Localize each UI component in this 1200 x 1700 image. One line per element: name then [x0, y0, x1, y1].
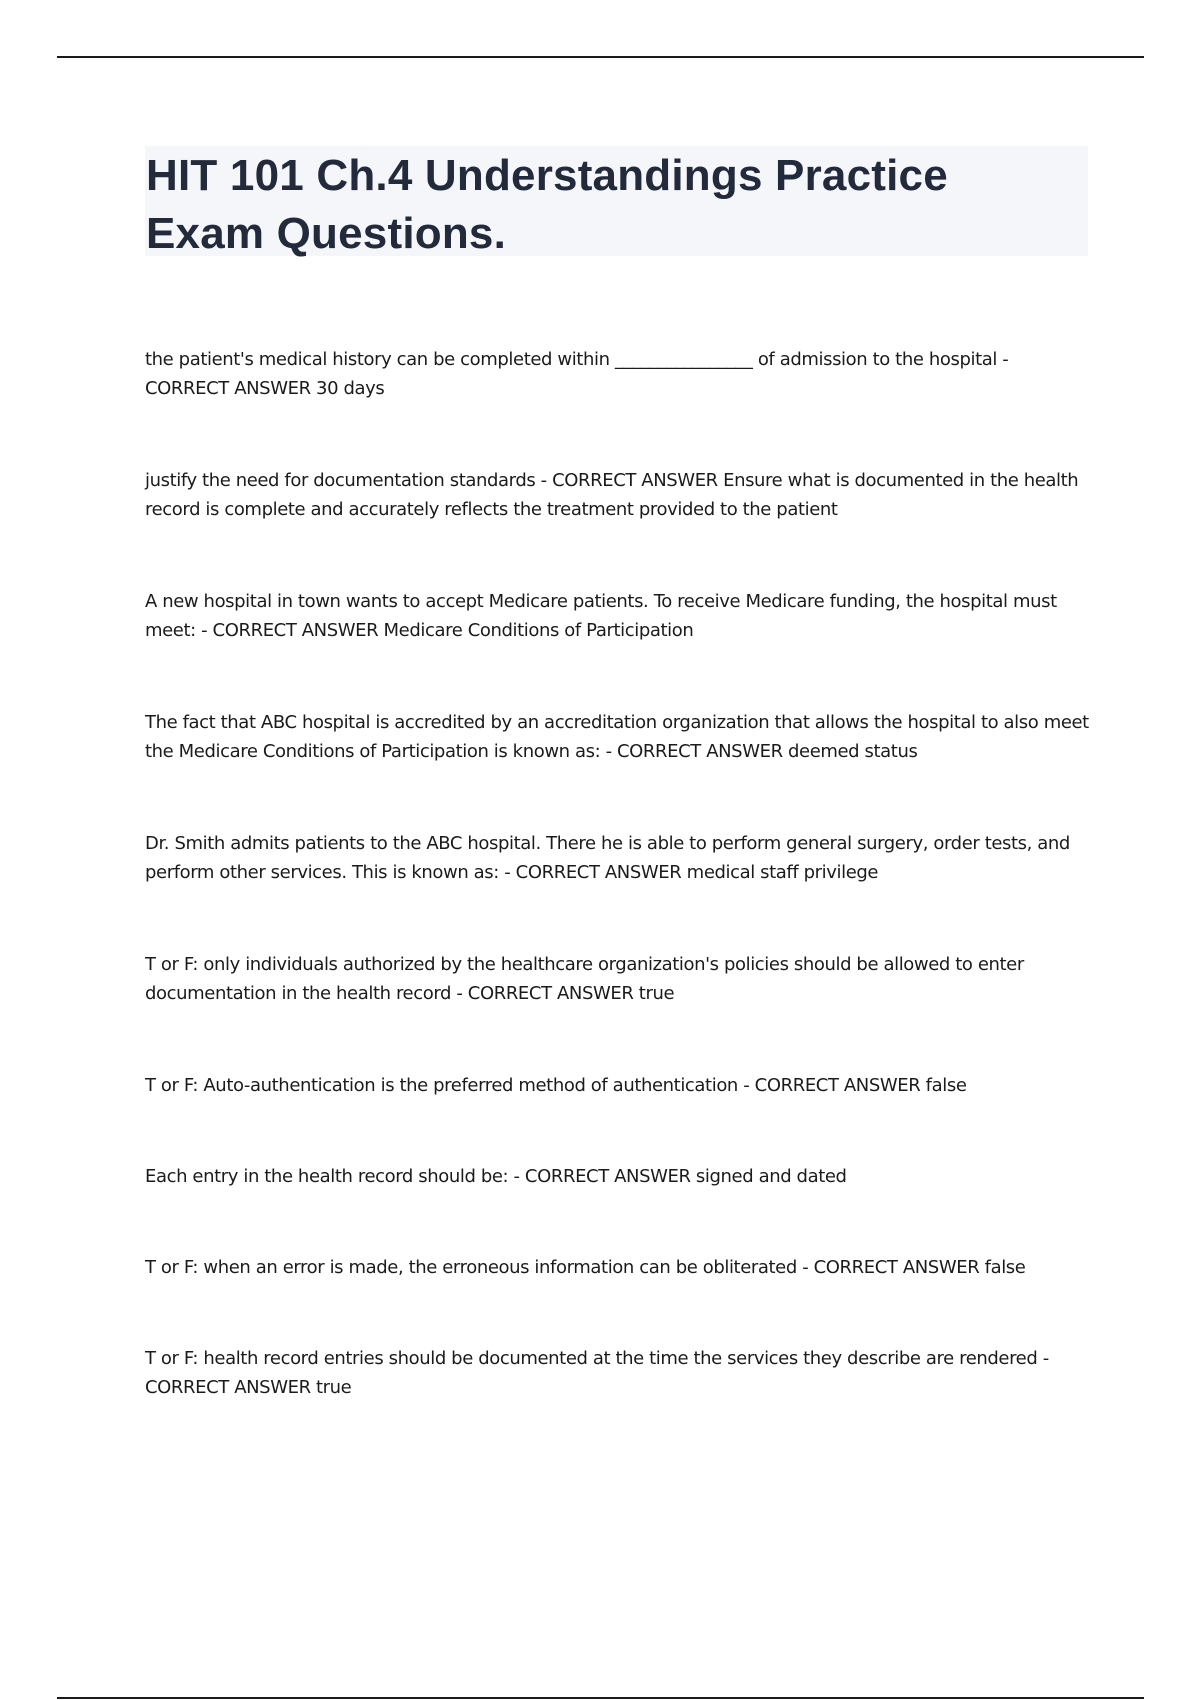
qa-item: T or F: only individuals authorized by the healthcare organization's policies should be allowed to enter documentation in the health record - CORRECT ANSWER true: [145, 954, 1024, 1004]
qa-item: The fact that ABC hospital is accredited by an accreditation organization that allows the hospital to also meet the Medicare Conditions of Participation is known as: - CORRECT ANSWER deemed status: [145, 712, 1089, 762]
bottom-rule: [57, 1697, 1144, 1699]
qa-list: [145, 345, 1095, 1465]
top-rule: [57, 56, 1144, 58]
page-title: HIT 101 Ch.4 Understandings Practice Exam Questions.: [146, 151, 948, 258]
qa-item: A new hospital in town wants to accept Medicare patients. To receive Medicare funding, the hospital must meet: - CORRECT ANSWER Medicare Conditions of Participation: [145, 591, 1057, 641]
qa-item: T or F: when an error is made, the erroneous information can be obliterated - CORRECT ANSWER false: [145, 1257, 1026, 1278]
qa-item: Dr. Smith admits patients to the ABC hospital. There he is able to perform general surgery, order tests, and perform other services. This is known as: - CORRECT ANSWER medical staff privilege: [145, 833, 1070, 883]
qa-item: T or F: Auto-authentication is the preferred method of authentication - CORRECT ANSWER false: [145, 1075, 967, 1096]
qa-item: T or F: health record entries should be documented at the time the services they describe are rendered - CORRECT ANSWER true: [145, 1348, 1049, 1398]
qa-item: the patient's medical history can be completed within ________________ of admission to the hospital - CORRECT ANSWER 30 days: [145, 349, 1009, 399]
qa-item: Each entry in the health record should be: - CORRECT ANSWER signed and dated: [145, 1166, 847, 1187]
qa-item: justify the need for documentation standards - CORRECT ANSWER Ensure what is documented in the health record is complete and accurately reflects the treatment provided to the patient: [145, 470, 1079, 520]
